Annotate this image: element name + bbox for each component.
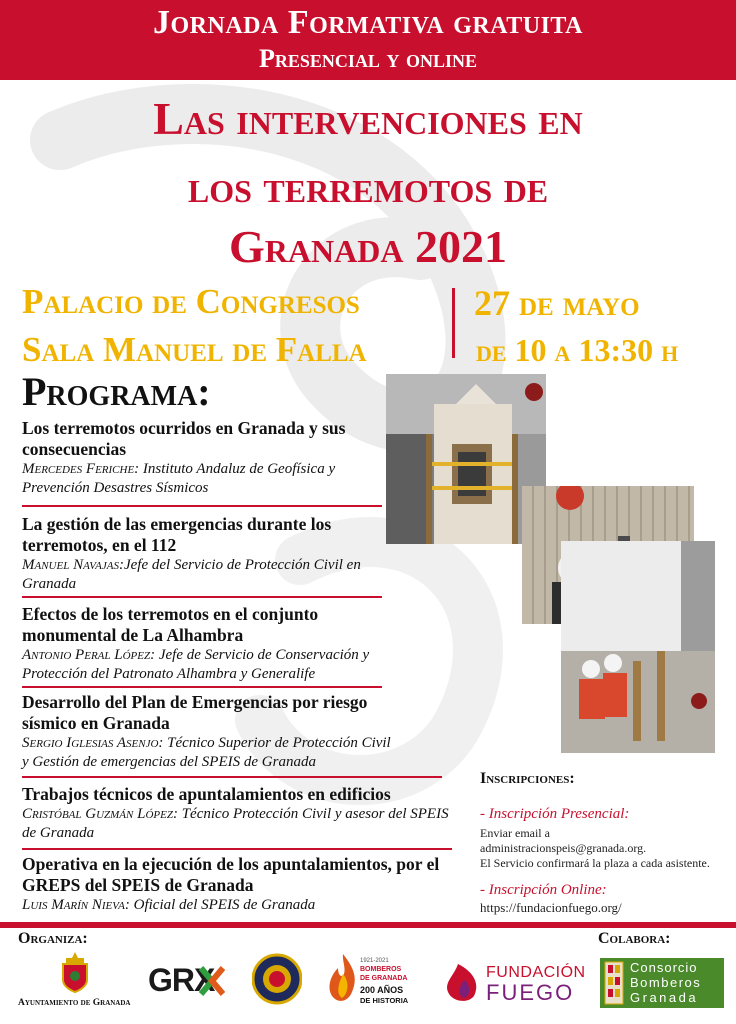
talk-3-title: Efectos de los terremotos en el conjunto monumental de La Alhambra: [22, 604, 319, 645]
talk-3: [22, 604, 392, 684]
bomberos-badge-icon: [252, 948, 302, 1010]
footer-divider: [0, 922, 736, 928]
registration-online-url[interactable]: https://fundacionfuego.org/: [480, 900, 622, 915]
talk-5-speaker: Cristóbal Guzmán López: Técnico Protección Civil y asesor del SPEIS de Granada: [22, 806, 449, 841]
bomberos-line-5: DE HISTORIA: [360, 996, 409, 1005]
program-heading: Programa:: [22, 369, 211, 414]
talk-separator: [22, 686, 382, 688]
venue-place-line-1: Palacio de Congresos: [22, 282, 360, 321]
talk-6-speaker: Luis Marín Nieva: Oficial del SPEIS de Granada: [22, 897, 316, 913]
colabora-label: Colabora:: [598, 930, 671, 947]
talk-1-title: Los terremotos ocurridos en Granada y sus consecuencias: [22, 418, 346, 459]
title-line-3: Granada 2021: [229, 221, 507, 272]
talk-4: [22, 692, 392, 772]
talk-separator: [22, 505, 382, 507]
bomberos-years: 1921-2021: [360, 958, 389, 964]
venue-place-line-2: Sala Manuel de Falla: [22, 330, 367, 369]
bomberos-line-4: 200 AÑOS: [360, 985, 404, 995]
fundacion-fuego-icon: [444, 962, 484, 1004]
bomberos-line-3: DE GRANADA: [360, 975, 408, 982]
fundacion-line-2: FUEGO: [486, 980, 575, 1005]
talk-4-title: Desarrollo del Plan de Emergencias por riesgo sísmico en Granada: [22, 692, 368, 733]
talk-separator: [22, 596, 382, 598]
registration-heading: Inscripciones:: [480, 770, 575, 787]
consorcio-line-2: Bomberos: [630, 975, 702, 990]
grx-logo: GRX: [148, 962, 215, 998]
talk-2-speaker: Manuel Navajas:Jefe del Servicio de Protección Civil en Granada: [22, 557, 361, 592]
registration-email[interactable]: administracionspeis@granada.org.: [480, 841, 647, 855]
consorcio-line-1: Consorcio: [630, 960, 698, 975]
top-banner: [0, 0, 736, 80]
banner-line-2: Presencial y online: [259, 44, 477, 73]
ayuntamiento-crest-icon: [58, 950, 92, 999]
consorcio-line-3: Granada: [630, 990, 699, 1005]
consorcio-logo: [600, 958, 724, 1008]
photo-shoring-crew: [561, 541, 715, 753]
talk-5-title: Trabajos técnicos de apuntalamientos en edificios: [22, 784, 391, 804]
registration-presencial-label: - Inscripción Presencial:: [480, 806, 630, 822]
title-line-2: los terremotos de: [187, 161, 549, 212]
talk-1: [22, 418, 392, 498]
venue-divider: [452, 288, 455, 358]
organiza-label: Organiza:: [18, 930, 88, 947]
talk-2-title: La gestión de las emergencias durante los terremotos, en el 112: [22, 514, 332, 555]
venue-date-line-2: de 10 a 13:30 h: [476, 332, 679, 368]
talk-1-speaker: Mercedes Feriche: Instituto Andaluz de Geofísica y Prevención Desastres Sísmicos: [22, 461, 336, 496]
registration-presencial-line-1: Enviar email a: [480, 826, 550, 840]
fundacion-line-1: FUNDACIÓN: [486, 964, 586, 981]
talk-5: [22, 784, 462, 843]
title-line-1: Las intervenciones en: [153, 93, 583, 144]
venue-date-line-1: 27 de mayo: [474, 283, 640, 323]
talk-6-title: Operativa en la ejecución de los apuntalamientos, por el GREPS del SPEIS de Granada: [22, 854, 440, 895]
talk-4-speaker: Sergio Iglesias Asenjo: Técnico Superior de Protección Civil y Gestión de emergencias del SPEIS de Granada: [22, 735, 391, 770]
talk-3-speaker: Antonio Peral López: Jefe de Servicio de Conservación y Protección del Patronato Alhambra y Generalife: [22, 647, 370, 682]
banner-line-1: Jornada Formativa gratuita: [152, 4, 583, 41]
talk-6: [22, 854, 462, 915]
bomberos-line-2: BOMBEROS: [360, 966, 402, 973]
grx-x-icon: [199, 966, 225, 996]
registration-online-label: - Inscripción Online:: [480, 882, 607, 898]
talk-separator: [22, 848, 452, 850]
flame-icon: [326, 952, 360, 1008]
ayuntamiento-label: Ayuntamiento de Granada: [18, 998, 131, 1008]
registration-presencial-line-3: El Servicio confirmará la plaza a cada asistente.: [480, 856, 710, 870]
talk-2: [22, 514, 392, 594]
consorcio-crest-icon: [604, 961, 624, 1005]
talk-separator: [22, 776, 442, 778]
